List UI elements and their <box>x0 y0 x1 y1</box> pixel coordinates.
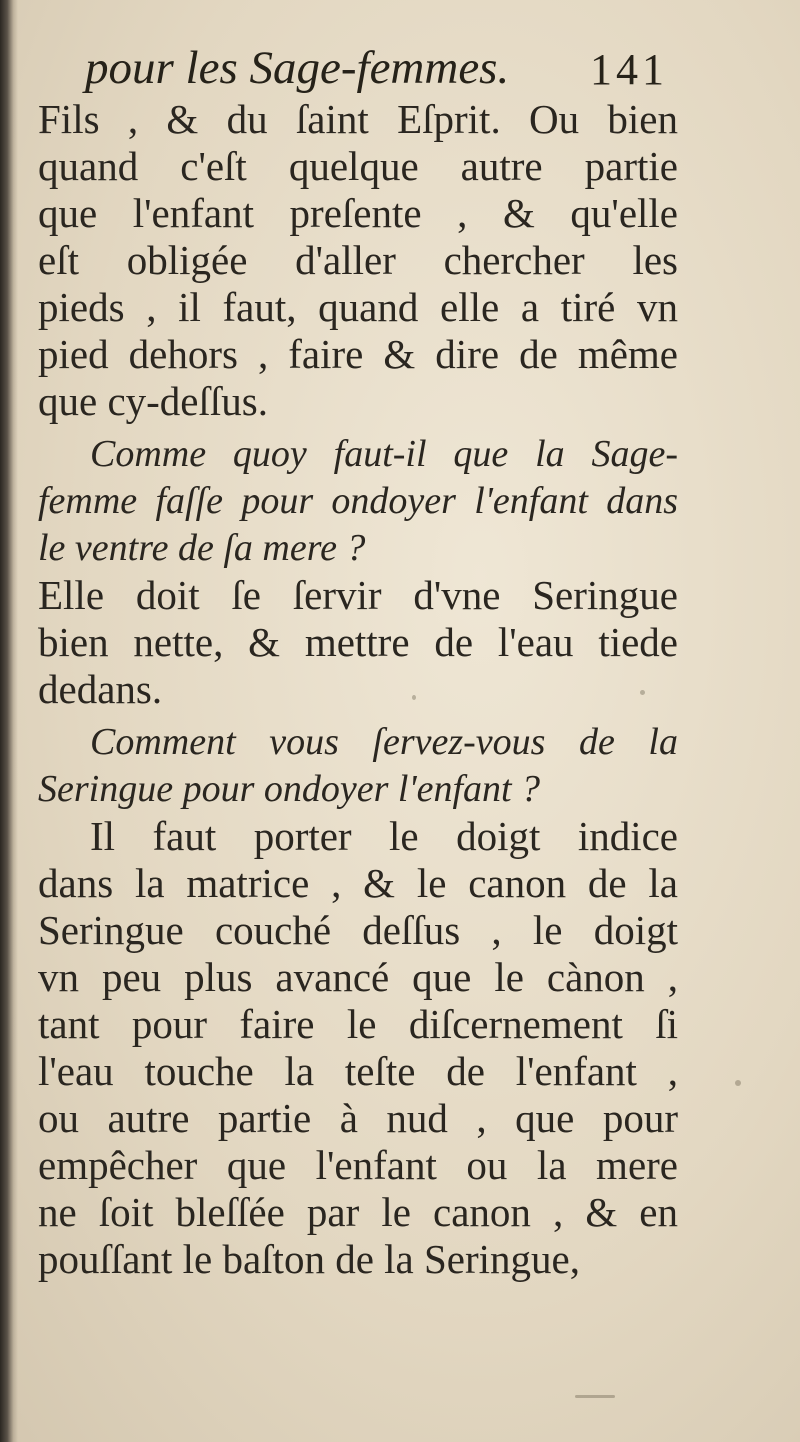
running-head-title: pour les Sage-femmes. <box>85 42 510 94</box>
text-line: pied dehors , faire & dire de même <box>38 331 678 377</box>
text-line: eſt obligée d'aller chercher les <box>38 237 678 283</box>
text-line: que cy-deſſus. <box>38 378 268 424</box>
question-line: Comme quoy faut-il que la Sage- <box>90 433 678 475</box>
page-number: 141 <box>590 45 668 94</box>
text-line: vn peu plus avancé que le cànon , <box>38 954 678 1000</box>
text-line: Fils , & du ſaint Eſprit. Ou bien <box>38 96 678 142</box>
text-line: que l'enfant preſente , & qu'elle <box>38 190 678 236</box>
answer-2 <box>38 813 678 1283</box>
answer-1 <box>38 572 678 713</box>
question-line: Seringue pour ondoyer l'enfant ? <box>38 768 541 810</box>
text-line: bien nette, & mettre de l'eau tiede <box>38 619 678 665</box>
question-line: le ventre de ſa mere ? <box>38 527 366 569</box>
text-line: quand c'eſt quelque autre partie <box>38 143 678 189</box>
text-line: ne ſoit bleſſée par le canon , & en <box>38 1189 678 1235</box>
question-line: femme faſſe pour ondoyer l'enfant dans <box>38 480 678 522</box>
question-2 <box>38 719 678 813</box>
text-line: tant pour faire le diſcernement ſi <box>38 1001 678 1047</box>
page-body <box>38 96 678 1283</box>
book-binding-edge <box>0 0 18 1442</box>
text-line: empêcher que l'enfant ou la mere <box>38 1142 678 1188</box>
text-line: Il faut porter le doigt indice <box>90 813 678 859</box>
text-line: Seringue couché deſſus , le doigt <box>38 907 678 953</box>
text-line: ou autre partie à nud , que pour <box>38 1095 678 1141</box>
text-line: pieds , il faut, quand elle a tiré vn <box>38 284 678 330</box>
question-line: Comment vous ſervez-vous de la <box>90 721 678 763</box>
text-line: dans la matrice , & le canon de la <box>38 860 678 906</box>
question-1 <box>38 431 678 572</box>
text-line: Elle doit ſe ſervir d'vne Seringue <box>38 572 678 618</box>
text-line: dedans. <box>38 666 163 712</box>
text-line: pouſſant le baſton de la Seringue, <box>38 1236 580 1282</box>
paragraph-1 <box>38 96 678 425</box>
text-line: l'eau touche la teſte de l'enfant , <box>38 1048 678 1094</box>
